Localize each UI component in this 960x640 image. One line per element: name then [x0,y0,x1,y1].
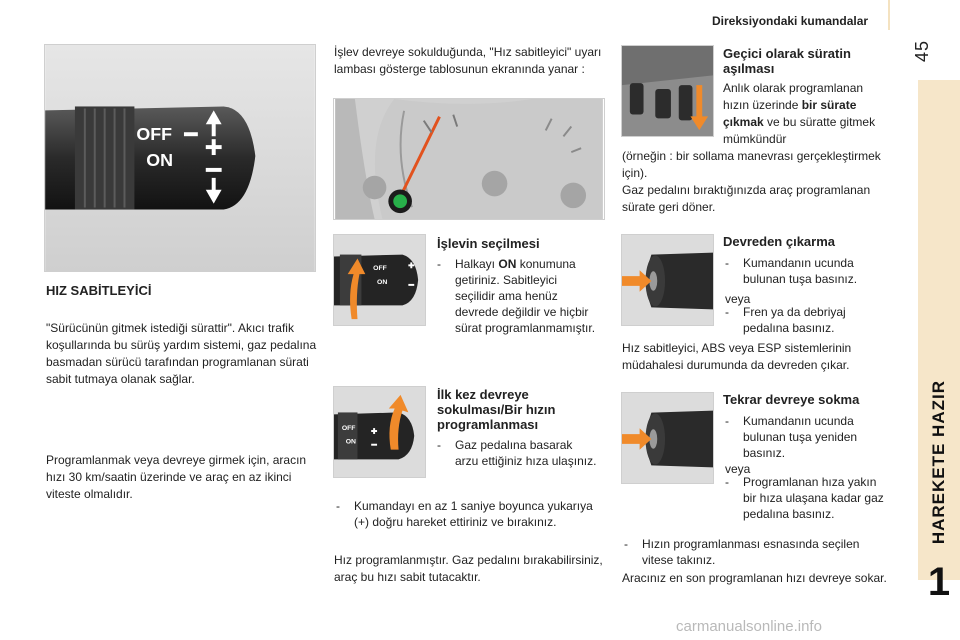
chapter-side-label [918,372,960,552]
cruise-control-intro: "Sürücünün gitmek istediği sürattir". Akıcı trafik koşullarında bu sürüş yardım sistemi, gaz pedalına basmadan sürücü tarafından programlanan sürati sabit tutmaya olanak sağlar. [46,321,317,386]
deactivation-text-2: Fren ya da debriyaj pedalına basınız. [743,305,846,335]
lever-plus-svg [334,387,425,477]
function-selection-step: - Halkayı ON konumuna getiriniz. Sabitleyici seçilidir ama henüz devrede değildir ve hiçbir sürat programlanmamıştır. [437,257,596,335]
selection-text-bold: ON [498,257,517,271]
reactivation-text-2: Programlanan hıza yakın bir hıza ulaşana kadar gaz pedalına basınız. [743,475,884,521]
cruise-control-heading: HIZ SABİTLEYİCİ [46,283,152,298]
lever-closeup-svg [45,45,315,271]
temporary-text-post: ve bu süratte gitmek mümkündür [723,115,876,146]
deactivation-step-2: - Fren ya da debriyaj pedalına basınız. [725,305,846,335]
reactivation-footer: Aracınız en son programlanan hızı devreye sokar. [622,571,887,585]
reactivation-text-1: Kumandanın ucunda bulunan tuşa yeniden basınız. [743,414,858,460]
first-activation-text-2: Kumandayı en az 1 saniye boyunca yukarıya (+) doğru hareket ettiriniz ve bırakınız. [354,499,593,529]
pedals-illustration [621,45,714,137]
temporary-exceed-heading: Geçici olarak süratin aşılması [723,46,851,76]
temporary-text-bold: bir sürate çıkmak [723,98,857,129]
header-divider [888,0,890,30]
page-header-title: Direksiyondaki kumandalar [712,14,869,28]
first-activation-heading: İlk kez devreye sokulması/Bir hızın programlanması [437,387,556,432]
temporary-exceed-example: (örneğin : bir sollama manevrası gerçekleştirmek için). [622,149,881,180]
first-activation-step-2: - Kumandayı en az 1 saniye boyunca yukarıya (+) doğru hareket ettiriniz ve bırakınız. [336,499,593,529]
lever-on-svg [334,235,425,325]
cruise-control-lever-illustration [44,44,316,272]
reactivation-step-3: - Hızın programlanması esnasında seçilen vitese takınız. [624,537,860,567]
deactivation-text-1: Kumandanın ucunda bulunan tuşa basınız. [743,256,858,286]
selection-text-pre: Halkayı [455,257,499,271]
warning-lamp-text: İşlev devreye sokulduğunda, "Hız sabitleyici" uyarı lambası gösterge tablosunun ekranında yanar : [334,45,602,76]
temporary-exceed-text [723,80,891,148]
watermark-text: carmanualsonline.info [676,618,822,635]
cruise-control-lamp-icon [393,194,407,208]
lever-plus-off-label: OFF [341,425,356,433]
lever-on-off-label: OFF [373,265,387,273]
activation-condition: Programlanmak veya devreye girmek için, aracın hızı 30 km/saatin üzerinde ve araç en az ikinci viteste olmalıdır. [46,453,307,501]
temporary-text-pre: Anlık olarak programlanan hızın üzerinde [723,81,864,112]
reactivation-or: veya [725,462,751,476]
reactivation-text-3: Hızın programlanması esnasında seçilen vitese takınız. [642,537,860,567]
lever-plus-on-label: ON [345,438,356,446]
instrument-panel-illustration [333,98,605,220]
deactivation-or: veya [725,292,751,306]
lever-off-label: OFF [136,124,173,145]
lever-button-repress-illustration [621,392,714,484]
lever-on-position-illustration [333,234,426,326]
temporary-exceed-return: Gaz pedalını bıraktığınızda araç programlanan sürate geri döner. [622,183,871,214]
first-activation-step-1: - Gaz pedalına basarak arzu ettiğiniz hıza ulaşınız. [437,438,597,468]
lever-on-label: ON [146,149,174,170]
lever-button-press-illustration [621,234,714,326]
lever-plus-illustration [333,386,426,478]
page-number: 45 [912,40,932,63]
lever-button-svg [622,235,713,325]
reactivation-heading: Tekrar devreye sokma [723,392,860,407]
first-activation-footer: Hız programlanmıştır. Gaz pedalını bırakabilirsiniz, araç bu hızı sabit tutacaktır. [334,553,603,584]
pedals-svg [622,46,713,136]
function-selection-heading: İşlevin seçilmesi [437,236,540,251]
lever-on-on-label: ON [377,278,388,286]
lever-button-repress-svg [622,393,713,483]
chapter-title: HAREKETE HAZIR [929,379,948,545]
dashboard-svg [334,99,604,219]
reactivation-step-1: - Kumandanın ucunda bulunan tuşa yeniden basınız. [725,414,858,460]
selection-text-post: konumuna getiriniz. Sabitleyici seçilidir ama henüz devrede değildir ve hiçbir sürat programlanmamıştır. [455,257,596,335]
first-activation-text-1: Gaz pedalına basarak arzu ettiğiniz hıza ulaşınız. [455,438,597,468]
deactivation-heading: Devreden çıkarma [723,234,836,249]
deactivation-step-1: - Kumandanın ucunda bulunan tuşa basınız. [725,256,858,286]
deactivation-note: Hız sabitleyici, ABS veya ESP sistemlerinin müdahalesi durumunda da devreden çıkar. [622,341,852,372]
chapter-number: 1 [927,560,951,604]
reactivation-step-2: - Programlanan hıza yakın bir hıza ulaşana kadar gaz pedalına basınız. [725,475,884,521]
